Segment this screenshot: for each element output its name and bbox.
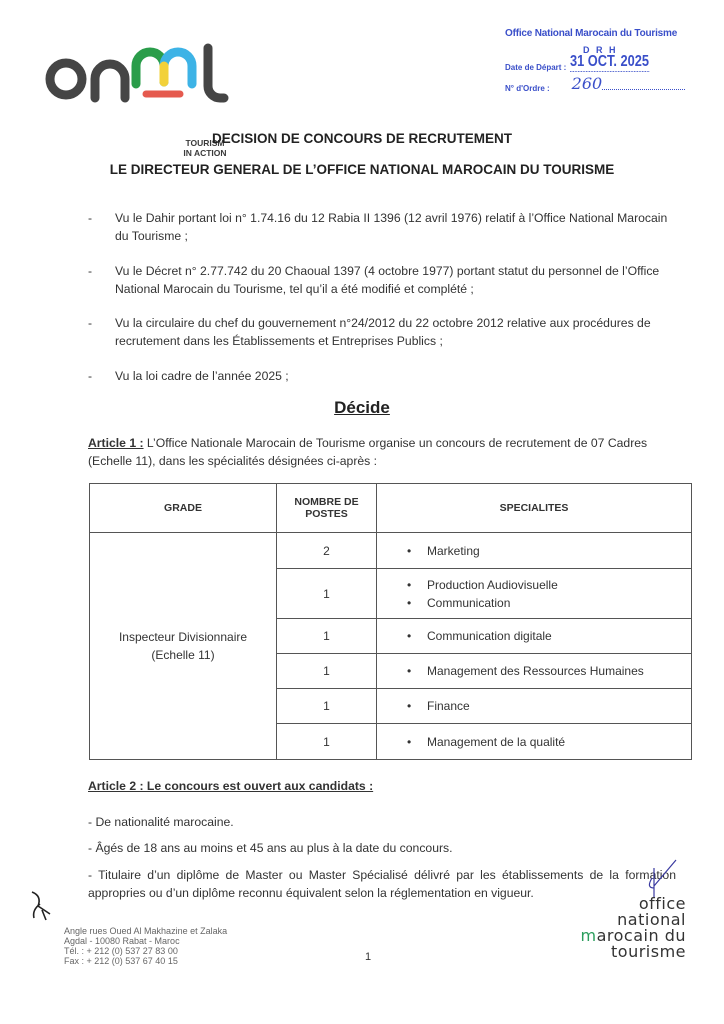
specialites-cell [377, 619, 692, 654]
grade-cell [90, 533, 277, 760]
fax: Fax : + 212 (0) 537 67 40 15 [64, 956, 178, 966]
footer-brand-logo [566, 896, 686, 960]
signature-mark-icon [640, 858, 680, 898]
condition-item: - Titulaire d’un diplôme de Master ou Master Spécialisé délivré par les établissements de la formation appropries ou d’un diplôme reconnu équivalent selon la réglementation en vigueur. [88, 868, 676, 900]
specialite-item: • Marketing [407, 542, 691, 560]
specialite-item: • Finance [407, 697, 691, 715]
brand-m-colored: m [580, 926, 597, 945]
address-line-1: Angle rues Oued Al Makhazine et Zalaka [64, 926, 228, 936]
brand-line-4: tourisme [611, 942, 686, 961]
grade-scale: (Echelle 11) [151, 648, 215, 662]
grade-name: Inspecteur Divisionnaire [118, 630, 248, 644]
initials-signature-icon [28, 888, 56, 924]
stamp-order-value: 260 [571, 74, 603, 93]
postes-cell: 1 [277, 689, 377, 724]
page-number: 1 [365, 951, 372, 963]
article-1-text: L’Office Nationale Marocain de Tourisme organise un concours de recrutement de 07 Cadres (Echelle 11), dans les spécialités désignées ci-après : [88, 436, 648, 468]
consideration-text: Vu le Dahir portant loi n° 1.74.16 du 12 Rabia II 1396 (12 avril 1976) relatif à l’Office National Marocain du Tourisme ; [115, 211, 668, 243]
specialites-cell [377, 689, 692, 724]
specialites-cell [377, 654, 692, 689]
specialite-item: • Management des Ressources Humaines [407, 662, 691, 680]
article-1-label: Article 1 : [88, 436, 144, 450]
dash-bullet: - [88, 264, 93, 278]
consideration-text: Vu la circulaire du chef du gouvernement n°24/2012 du 22 octobre 2012 relative aux procédures de recrutement dans les Établissements et Entreprises Publics ; [115, 316, 651, 348]
header-specialites: SPECIALITES [377, 484, 692, 533]
document-subtitle: LE DIRECTEUR GENERAL DE L’OFFICE NATIONAL MAROCAIN DU TOURISME [109, 162, 615, 177]
condition-item: - De nationalité marocaine. [88, 815, 234, 829]
reception-stamp [505, 28, 685, 93]
tagline-line-2: IN ACTION [183, 148, 227, 158]
footer-address [64, 926, 227, 966]
postes-cell: 1 [277, 619, 377, 654]
dash-bullet: - [88, 369, 93, 383]
table-row [90, 533, 692, 569]
telephone: Tél. : + 212 (0) 537 27 83 00 [64, 946, 178, 956]
header-grade: GRADE [90, 484, 277, 533]
onmt-logo-mark [40, 36, 240, 106]
stamp-date-label: Date de Départ : [505, 63, 567, 72]
consideration-text: Vu le Décret n° 2.77.742 du 20 Chaoual 1397 (4 octobre 1977) portant statut du personnel de l’Office National Marocain du Tourisme, tel qu’il a été modifié et complété ; [115, 264, 660, 296]
specialites-cell [377, 724, 692, 760]
specialites-cell [377, 569, 692, 619]
tagline-line-1: TOURISM [185, 138, 225, 148]
stamp-date-row [505, 53, 685, 72]
header-nombre-postes: NOMBRE DE POSTES [277, 484, 377, 533]
stamp-organization: Office National Marocain du Tourisme [505, 28, 678, 39]
postes-cell: 1 [277, 569, 377, 619]
specialites-cell [377, 533, 692, 569]
stamp-order-row [505, 74, 685, 93]
brand-line-3-rest: arocain du [596, 926, 686, 945]
specialite-item: • Management de la qualité [407, 733, 691, 751]
dash-bullet: - [88, 316, 93, 330]
postes-cell: 1 [277, 724, 377, 760]
specialite-item: • Production Audiovisuelle [407, 576, 691, 594]
stamp-dotted-line [602, 88, 685, 90]
brand-line-2: national [617, 910, 686, 929]
postes-cell: 2 [277, 533, 377, 569]
table-header-row [90, 484, 692, 533]
specialite-item: • Communication digitale [407, 627, 691, 645]
brand-line-1: office [638, 894, 686, 913]
stamp-date-value: 31 OCT. 2025 [570, 53, 650, 70]
stamp-department: D R H [583, 45, 618, 55]
onmt-logo [40, 36, 240, 158]
consideration-item [88, 262, 668, 298]
specialite-item: • Communication [407, 594, 691, 612]
consideration-item [88, 314, 668, 350]
document-title: DECISION DE CONCOURS DE RECRUTEMENT [211, 131, 513, 146]
condition-item: - Âgés de 18 ans au moins et 45 ans au plus à la date du concours. [88, 841, 453, 855]
postes-cell: 1 [277, 654, 377, 689]
article-1 [88, 434, 668, 470]
consideration-item [88, 209, 668, 245]
stamp-order-label: N° d'Ordre : [505, 84, 550, 93]
dash-bullet: - [88, 211, 93, 225]
consideration-text: Vu la loi cadre de l’année 2025 ; [115, 369, 289, 383]
address-line-2: Agdal - 10080 Rabat - Maroc [64, 936, 180, 946]
consideration-item [88, 367, 668, 385]
positions-table [89, 483, 692, 760]
article-2-heading: Article 2 : Le concours est ouvert aux candidats : [88, 779, 374, 793]
decide-heading: Décide [334, 398, 390, 417]
